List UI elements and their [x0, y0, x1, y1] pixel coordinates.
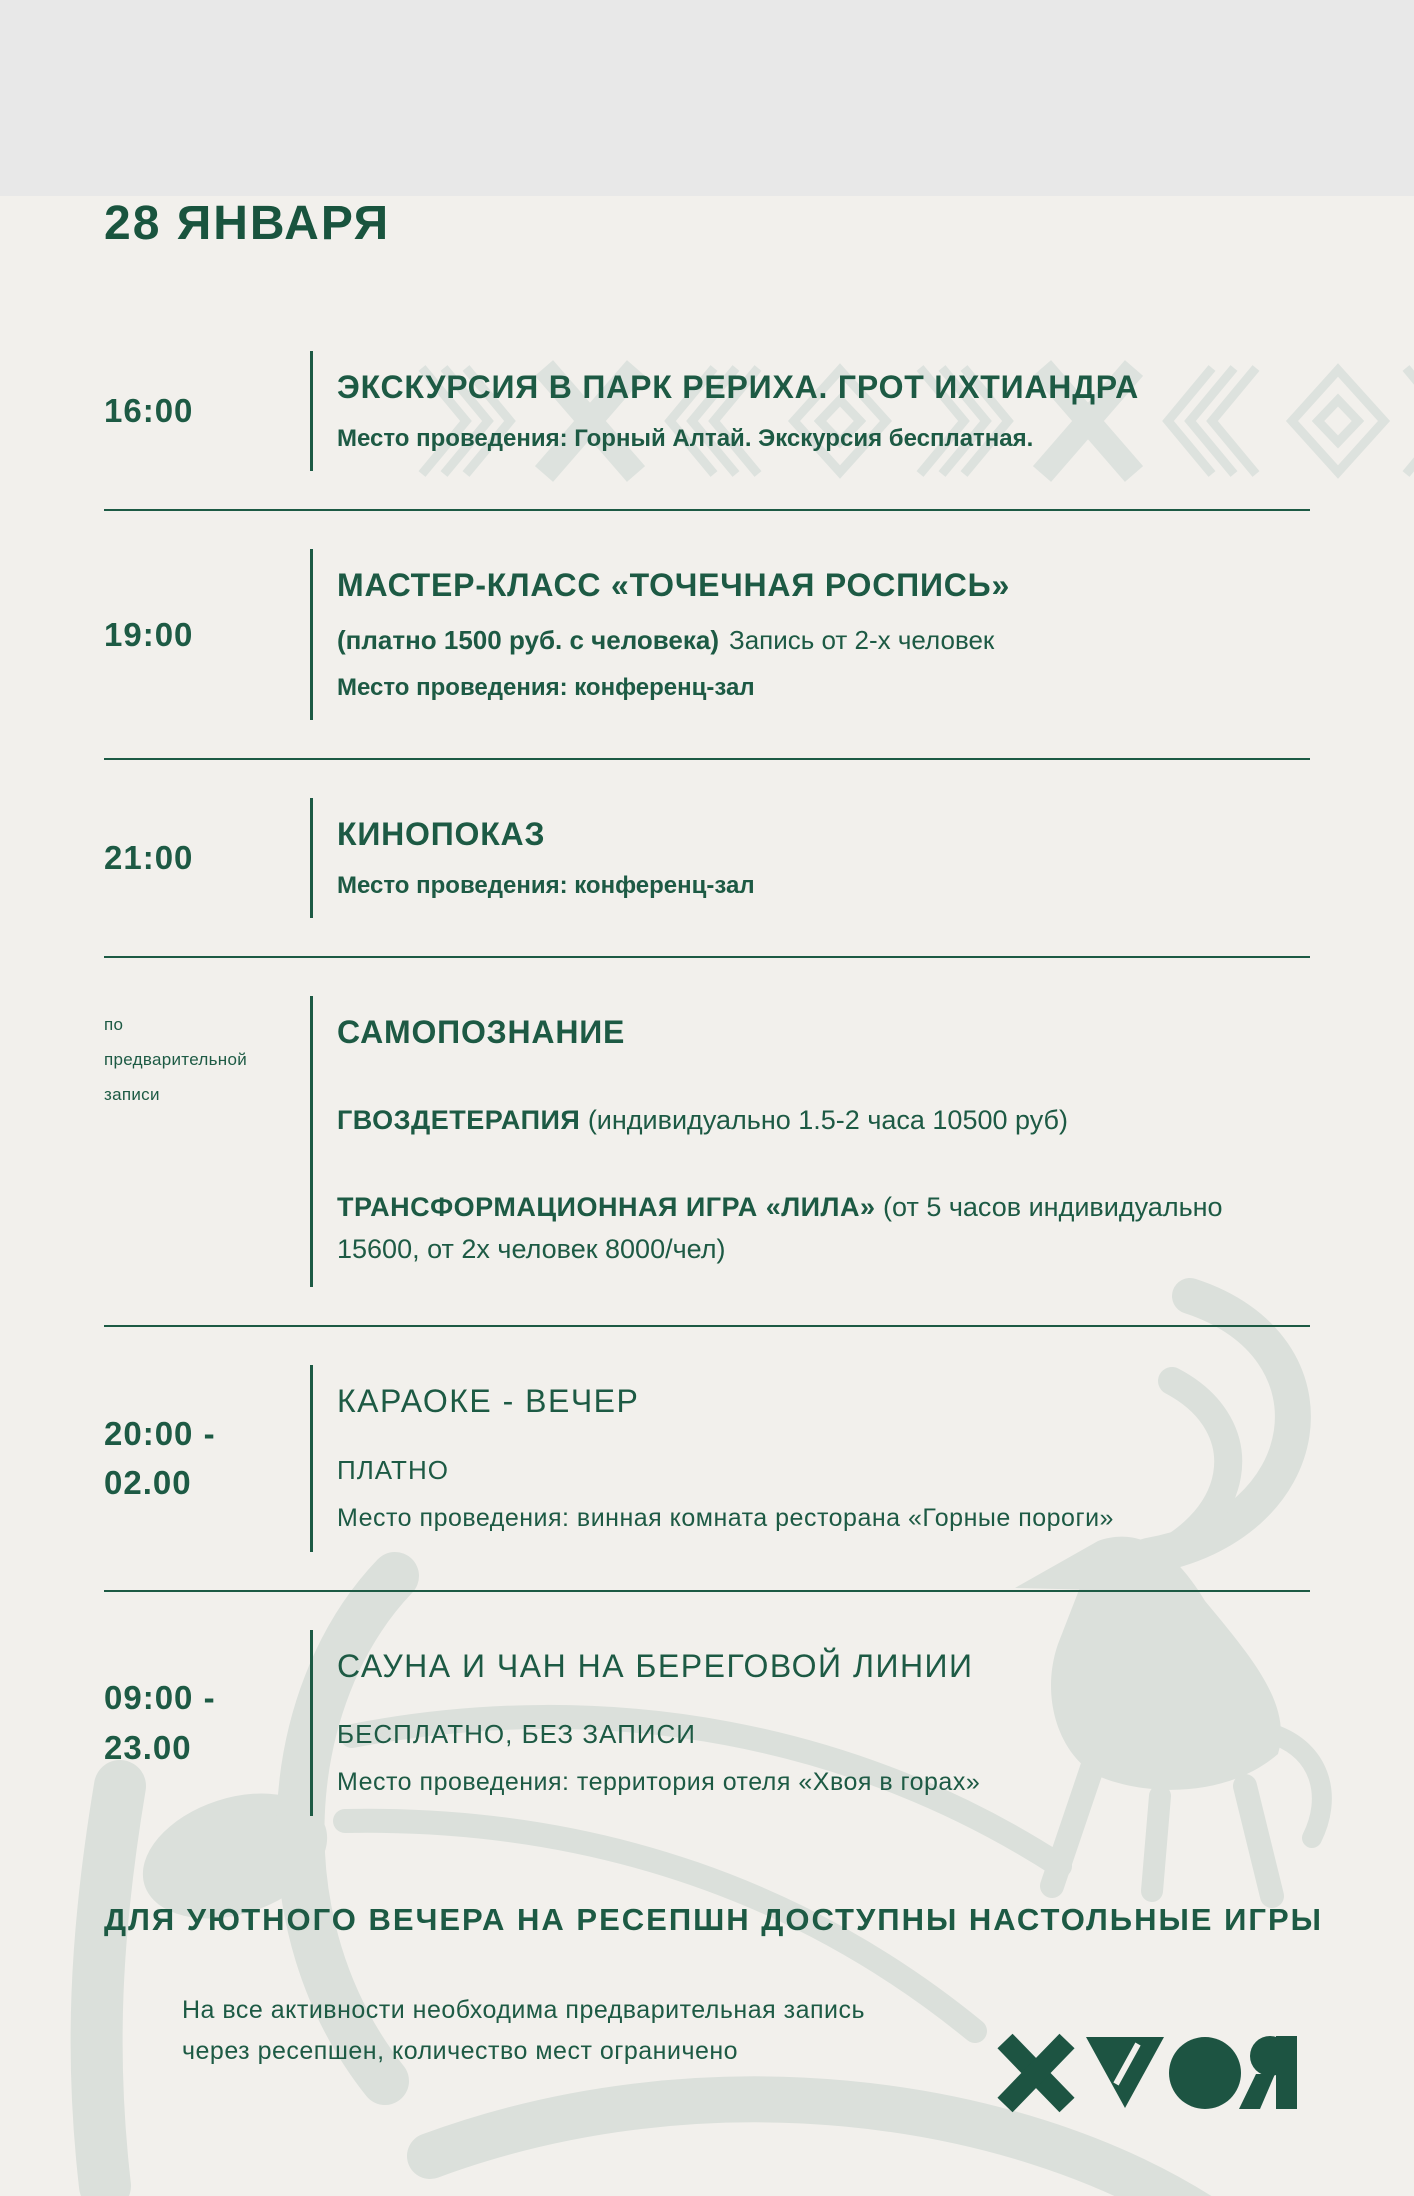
- row-divider: [104, 956, 1310, 958]
- event-title: САУНА И ЧАН НА БЕРЕГОВОЙ ЛИНИИ: [337, 1647, 974, 1684]
- event-body: [310, 351, 1310, 471]
- schedule-row: [104, 549, 1310, 720]
- event-title: КИНОПОКАЗ: [337, 816, 546, 853]
- event-location: Место проведения: конференц-зал: [337, 871, 755, 899]
- event-detail: [337, 623, 1310, 658]
- schedule-list: [104, 351, 1310, 1816]
- event-time: [104, 1409, 310, 1508]
- event-schedule-page: [0, 196, 1414, 2196]
- schedule-row: [104, 1365, 1310, 1551]
- event-detail: ПЛАТНО: [337, 1454, 449, 1485]
- event-time-end: 02.00: [104, 1464, 192, 1502]
- entry-terms: (от 5 часов индивидуально 15600, от 2х человек 8000/чел): [337, 1192, 1223, 1265]
- event-sub-entry: [337, 1100, 1310, 1142]
- event-body: [310, 798, 1310, 918]
- event-time: 16:00: [104, 392, 194, 430]
- khvoya-logo: [998, 2036, 1298, 2110]
- footer-note-line2: через ресепшен, количество мест ограничено: [182, 2037, 739, 2066]
- row-divider: [104, 758, 1310, 760]
- event-title: САМОПОЗНАНИЕ: [337, 1014, 626, 1051]
- event-time: 19:00: [104, 615, 194, 653]
- schedule-row: [104, 1630, 1310, 1816]
- board-games-banner: ДЛЯ УЮТНОГО ВЕЧЕРА НА РЕСЕПШН ДОСТУПНЫ НАСТОЛЬНЫЕ ИГРЫ: [104, 1902, 1323, 1938]
- event-time-start: 20:00 -: [104, 1414, 216, 1452]
- entry-name: ГВОЗДЕТЕРАПИЯ: [337, 1104, 581, 1135]
- date-title: 28 ЯНВАРЯ: [104, 197, 391, 250]
- entry-name: ТРАНСФОРМАЦИОННАЯ ИГРА «ЛИЛА»: [337, 1192, 876, 1223]
- event-time: [104, 996, 310, 1113]
- event-detail-note: Запись от 2-х человек: [728, 624, 995, 655]
- schedule-row: [104, 798, 1310, 918]
- row-divider: [104, 1325, 1310, 1327]
- event-sub-entry: [337, 1187, 1310, 1271]
- event-title: ЭКСКУРСИЯ В ПАРК РЕРИХА. ГРОТ ИХТИАНДРА: [337, 369, 1140, 405]
- event-location: Место проведения: Горный Алтай. Экскурсия бесплатная.: [337, 424, 1034, 452]
- entry-terms: (индивидуально 1.5-2 часа 10500 руб): [587, 1104, 1068, 1135]
- event-location: Место проведения: винная комната ресторана «Горные пороги»: [337, 1503, 1114, 1532]
- event-time-end: 23.00: [104, 1728, 192, 1766]
- event-time-start: 09:00 -: [104, 1679, 216, 1717]
- event-location: Место проведения: конференц-зал: [337, 673, 755, 701]
- booking-note-label: по предварительной записи: [104, 1015, 248, 1104]
- event-time: [104, 1673, 310, 1772]
- schedule-row: [104, 996, 1310, 1287]
- event-location: Место проведения: территория отеля «Хвоя в горах»: [337, 1768, 981, 1797]
- row-divider: [104, 1590, 1310, 1592]
- event-body: [310, 1365, 1310, 1551]
- event-body: [310, 1630, 1310, 1816]
- event-body: [310, 996, 1310, 1287]
- event-body: [310, 549, 1310, 720]
- schedule-content: [0, 196, 1414, 2073]
- schedule-row: [104, 351, 1310, 471]
- footer-note-line1: На все активности необходима предварительная запись: [182, 1996, 866, 2025]
- row-divider: [104, 509, 1310, 511]
- event-detail: БЕСПЛАТНО, БЕЗ ЗАПИСИ: [337, 1719, 696, 1750]
- event-title: КАРАОКЕ - ВЕЧЕР: [337, 1383, 640, 1420]
- event-detail-price: (платно 1500 руб. с человека): [337, 624, 719, 655]
- event-title: МАСТЕР-КЛАСС «ТОЧЕЧНАЯ РОСПИСЬ»: [337, 566, 1011, 603]
- event-time: 21:00: [104, 839, 194, 877]
